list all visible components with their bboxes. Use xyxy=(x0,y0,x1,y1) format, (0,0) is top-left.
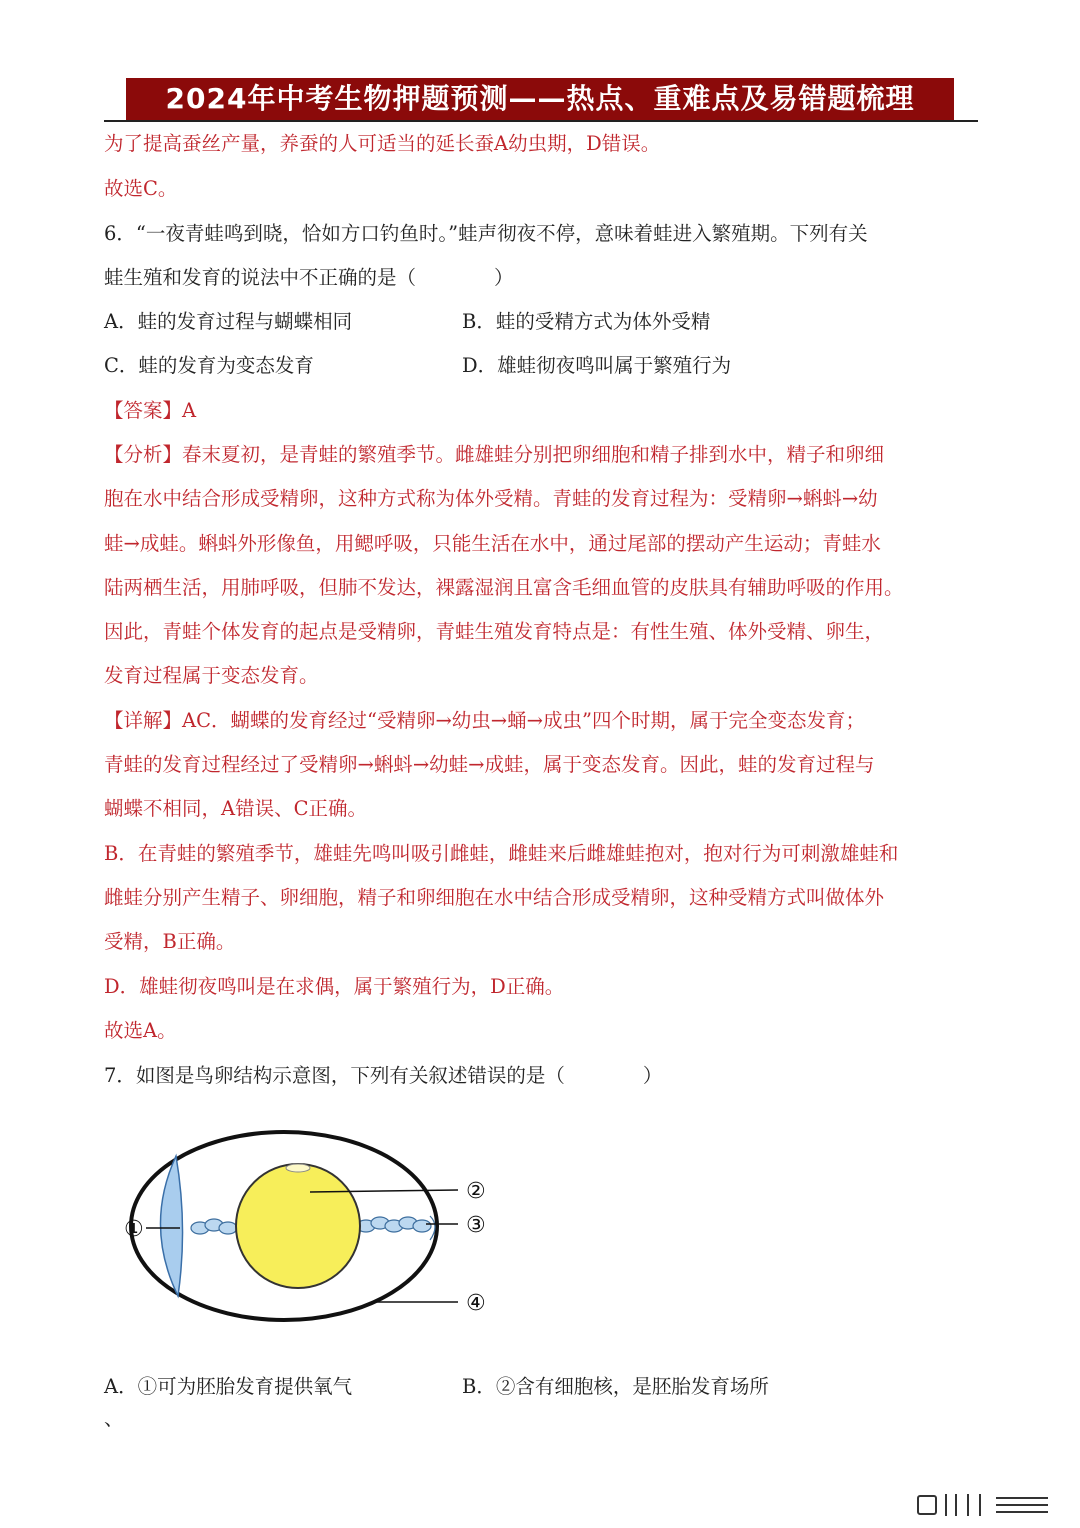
header-rule xyxy=(104,120,978,122)
label-4: ④ xyxy=(466,1291,486,1316)
q7-stem: 7．如图是鸟卵结构示意图，下列有关叙述错误的是（ ） xyxy=(104,1064,663,1087)
q6-stem-line1: 6．“一夜青蛙鸣到晓，恰如方口钓鱼时。”蛙声彻夜不停，意味着蛙进入繁殖期。下列有关 xyxy=(104,222,868,245)
prev-explanation-end: 为了提高蚕丝产量，养蚕的人可适当的延长蚕A幼虫期，D错误。 xyxy=(104,132,661,155)
q6-analysis-line: 陆两栖生活，用肺呼吸，但肺不发达，裸露湿润且富含毛细血管的皮肤具有辅助呼吸的作用。 xyxy=(104,576,904,599)
q6-detail-line: D．雄蛙彻夜鸣叫是在求偶，属于繁殖行为，D正确。 xyxy=(104,975,565,998)
q6-stem-line2: 蛙生殖和发育的说法中不正确的是（ ） xyxy=(104,266,514,289)
page-title: 2024年中考生物押题预测——热点、重难点及易错题梳理 xyxy=(126,78,954,120)
q6-detail-line: B．在青蛙的繁殖季节，雄蛙先鸣叫吸引雌蛙，雌蛙来后雌雄蛙抱对，抱对行为可刺激雄蛙和 xyxy=(104,842,899,865)
label-3: ③ xyxy=(466,1213,486,1238)
q6-analysis-line: 发育过程属于变态发育。 xyxy=(104,664,319,687)
q6-option-a: A．蛙的发育过程与蝴蝶相同 xyxy=(104,310,353,333)
q6-answer-choice: 故选A。 xyxy=(104,1019,177,1042)
prev-answer-choice: 故选C。 xyxy=(104,177,178,200)
q6-answer: 【答案】A xyxy=(104,399,197,422)
q6-detail-line: 雌蛙分别产生精子、卵细胞，精子和卵细胞在水中结合形成受精卵，这种受精方式叫做体外 xyxy=(104,886,885,909)
q6-option-d: D．雄蛙彻夜鸣叫属于繁殖行为 xyxy=(462,354,732,377)
q6-analysis-line: 胞在水中结合形成受精卵，这种方式称为体外受精。青蛙的发育过程为：受精卵→蝌蚪→幼 xyxy=(104,487,878,510)
q6-analysis-line: 因此，青蛙个体发育的起点是受精卵，青蛙生殖发育特点是：有性生殖、体外受精、卵生， xyxy=(104,620,885,643)
label-1: ① xyxy=(124,1217,144,1242)
q6-detail-line: 【详解】AC．蝴蝶的发育经过“受精卵→幼虫→蛹→成虫”四个时期，属于完全变态发育； xyxy=(104,709,865,732)
label-2: ② xyxy=(466,1179,486,1204)
page-header xyxy=(104,74,978,124)
bird-egg-diagram xyxy=(118,1130,498,1330)
stray-mark: 、 xyxy=(104,1407,124,1430)
q6-option-b: B．蛙的受精方式为体外受精 xyxy=(462,310,711,333)
q6-analysis-line: 【分析】春末夏初，是青蛙的繁殖季节。雌雄蛙分别把卵细胞和精子排到水中，精子和卵细 xyxy=(104,443,885,466)
q7-option-a: A．①可为胚胎发育提供氧气 xyxy=(104,1375,353,1398)
q6-detail-line: 青蛙的发育过程经过了受精卵→蝌蚪→幼蛙→成蛙，属于变态发育。因此，蛙的发育过程与 xyxy=(104,753,875,776)
menu-lines-icon[interactable] xyxy=(916,1490,1056,1520)
q6-detail-line: 蝴蝶不相同，A错误、C正确。 xyxy=(104,797,368,820)
egg-yolk xyxy=(236,1164,360,1288)
q6-analysis-line: 蛙→成蛙。蝌蚪外形像鱼，用鳃呼吸，只能生活在水中，通过尾部的摆动产生运动；青蛙水 xyxy=(104,532,881,555)
germinal-disc xyxy=(286,1164,310,1172)
q7-option-b: B．②含有细胞核，是胚胎发育场所 xyxy=(462,1375,769,1398)
q6-option-c: C．蛙的发育为变态发育 xyxy=(104,354,314,377)
q6-detail-line: 受精，B正确。 xyxy=(104,930,236,953)
